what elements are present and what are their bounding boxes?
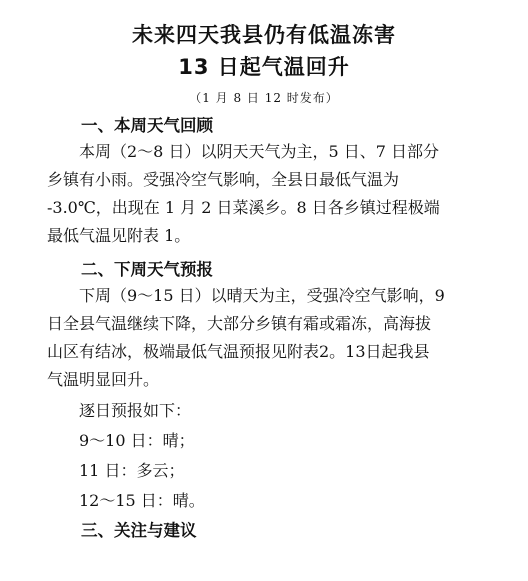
paragraph-line: 最低气温见附表 1。 [47,226,191,245]
daily-forecast-item: 11 日：多云； [79,461,185,480]
section-heading-weekly-review: 一、本周天气回顾 [81,116,213,135]
paragraph-line: 山区有结冰，极端最低气温预报见附表2。13日起我县 [47,342,430,361]
section-heading-next-week-forecast: 二、下周天气预报 [81,260,213,279]
paragraph-line: 下周（9～15 日）以晴天为主，受强冷空气影响，9 [79,286,445,305]
paragraph-line: 日全县气温继续下降，大部分乡镇有霜或霜冻，高海拔 [47,314,432,333]
weekly-review-paragraph [47,138,507,250]
daily-forecast-item: 9～10 日：晴； [79,431,195,450]
paragraph-line: 本周（2～8 日）以阴天天气为主，5 日、7 日部分 [79,142,439,161]
section-heading-advice: 三、关注与建议 [81,521,197,540]
paragraph-line: 乡镇有小雨。受强冷空气影响，全县日最低气温为 [47,170,400,189]
daily-forecast-item: 12～15 日：晴。 [79,491,205,510]
bulletin-title-line-1: 未来四天我县仍有低温冻害 [132,23,396,47]
next-week-forecast-paragraph [47,282,507,394]
paragraph-line: 气温明显回升。 [47,370,160,389]
paragraph-line: -3.0℃，出现在 1 月 2 日菜溪乡。8 日各乡镇过程极端 [47,198,440,217]
daily-forecast-intro: 逐日预报如下： [79,401,192,420]
release-time: （1 月 8 日 12 时发布） [189,91,339,105]
bulletin-title-line-2: 13 日起气温回升 [178,55,350,79]
